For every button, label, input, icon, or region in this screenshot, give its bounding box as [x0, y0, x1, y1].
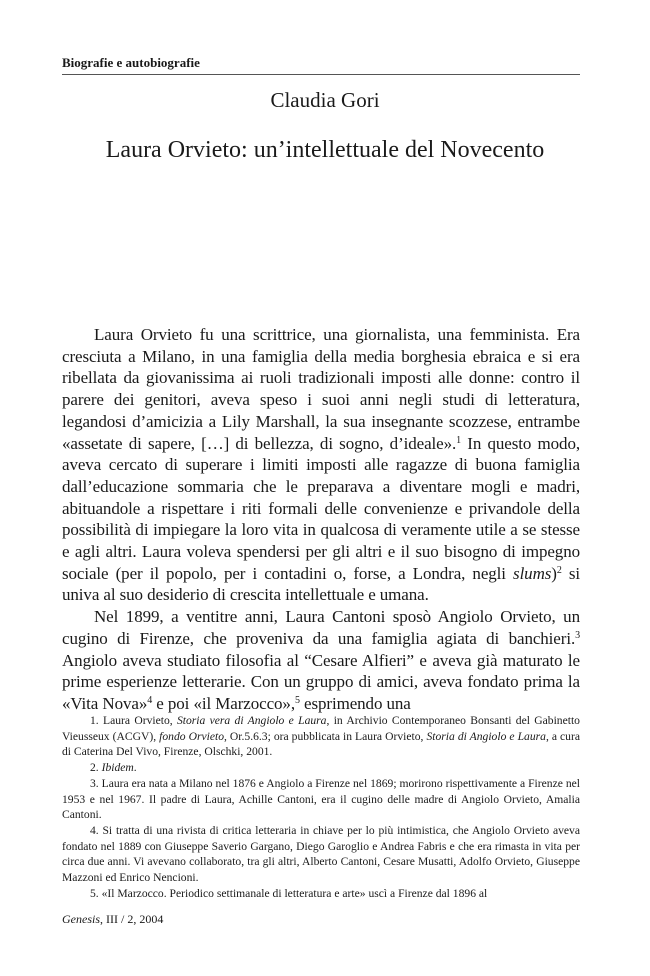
footnote-ref: 3 [575, 629, 580, 641]
footnotes [62, 713, 580, 901]
body-paragraph: Laura Orvieto fu una scrittrice, una giornalista, una femminista. Era cresciuta a Milano, in una famiglia della media borghesia ebraica e si era ribellata da giovanissima ai ruoli tradizionali imposti alle donne: contro il parere dei genitori, aveva speso i suoi anni negli studi di letteratura, legandosi d’amicizia a Lily Marshall, la sua insegnante scozzese, entrambe «assetate di sapere, […] di bellezza, di sogno, d’ideale».$^1$ In questo modo, aveva cercato di superare i limiti imposti alle ragazze di buona famiglia dall’educazione sommaria che le preparava a diventare mogli e madri, abituandole a rispettare i riti formali delle convenienze e privandole della possibilità di impiegare la loro vita in qualcosa di veramente utile a se stesse e agli altri. Laura voleva spendersi per gli altri e il suo bisogno di impegno sociale (per il popolo, per i contadini o, forse, a Londra, negli slums)$^2$ si univa al suo desiderio di crescita intellettuale e umana. [62, 325, 581, 605]
journal-issue: , III / 2, 2004 [100, 912, 164, 926]
footnote-2: 2. Ibidem. [90, 761, 137, 775]
footnote-ref: 4 [147, 694, 153, 706]
page-footer [62, 912, 163, 927]
footnote-1: 1. Laura Orvieto, Storia vera di Angiolo e Laura, in Archivio Contemporaneo Bonsanti del Gabinetto Vieusseux (ACGV), fondo Orvieto, Or.5.6.3; ora pubblicata in Laura Orvieto, Storia di Angiolo e Laura, a cura di Caterina Del Vivo, Firenze, Olschki, 2001. [62, 714, 580, 759]
footnote-ref: 5 [294, 694, 300, 706]
body-paragraph: Nel 1899, a ventitre anni, Laura Cantoni sposò Angiolo Orvieto, un cugino di Firenze, che proveniva da una famiglia agiata di banchieri.$^3$ Angiolo aveva studiato filosofia al “Cesare Alfieri” e aveva già maturato le prime esperienze letterarie. Con un gruppo di amici, aveva fondato prima la «Vita Nova»$^4$ e poi «il Marzocco»,$^5$ esprimendo una [62, 607, 580, 713]
footnote-4: 4. Si tratta di una rivista di critica letteraria in chiave per lo più intimistica, che Angiolo Orvieto aveva fondato nel 1889 con Giuseppe Saverio Gargano, Diego Garoglio e Andrea Fabris e che era rimasta in vita per circa due anni. Vi avevano collaborato, tra gli altri, Alberto Cantoni, Cesare Musatti, Adolfo Orvieto, Giuseppe Mazzoni ed Enrico Nencioni. [62, 823, 580, 885]
header-rule [62, 74, 580, 75]
running-header: Biografie e autobiografie [62, 55, 200, 70]
footnote-5: 5. «Il Marzocco. Periodico settimanale di letteratura e arte» uscì a Firenze dal 1896 al [90, 886, 488, 900]
footnote-ref: 1 [456, 434, 462, 446]
footnote-ref: 2 [556, 564, 562, 576]
article-title: Laura Orvieto: un’intellettuale del Novecento [105, 137, 545, 163]
article-body [62, 324, 580, 715]
journal-name: Genesis [62, 912, 100, 926]
footnote-3: 3. Laura era nata a Milano nel 1876 e Angiolo a Firenze nel 1869; morirono rispettivamente a Firenze nel 1953 e nel 1967. Il padre di Laura, Achille Cantoni, era il cugino delle madre di Angiolo Orvieto, Amalia Cantoni. [62, 776, 580, 822]
article-author: Claudia Gori [270, 88, 380, 112]
